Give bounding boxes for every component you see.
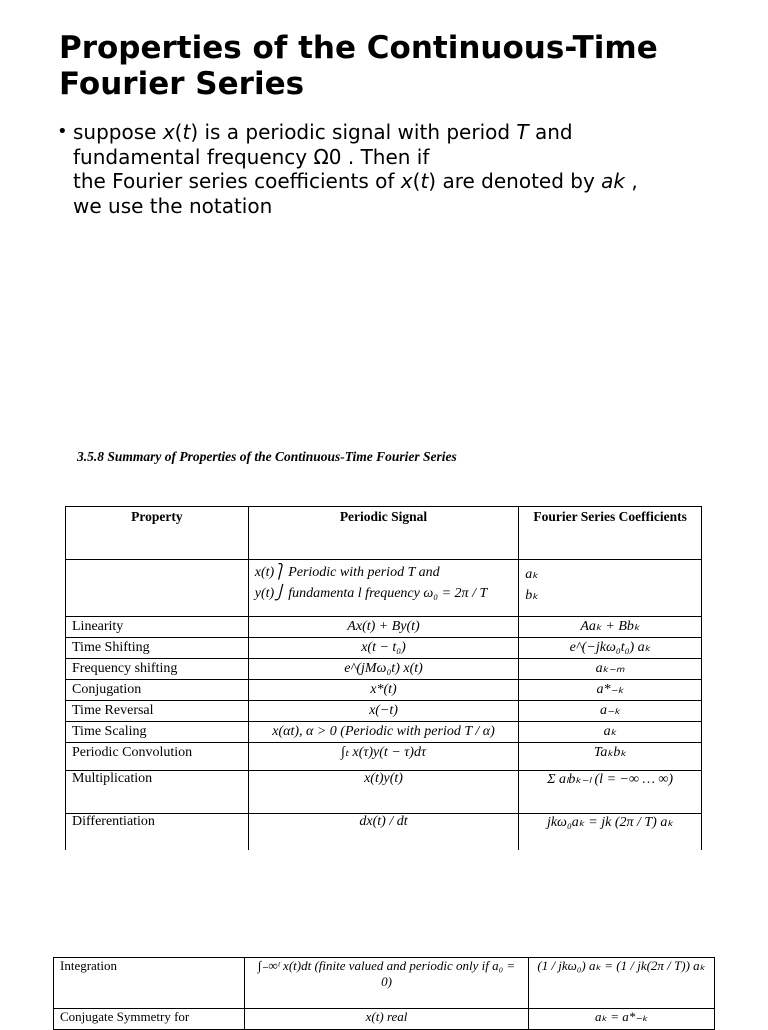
cell-property xyxy=(66,560,249,617)
bullet-icon: • xyxy=(57,121,68,142)
cell-signal: x(t) real xyxy=(245,1009,528,1030)
table-row xyxy=(66,659,702,680)
cell-coef: Σ aₗbₖ₋ₗ (l = −∞ … ∞) xyxy=(519,771,702,814)
header-fourier-coefficients: Fourier Series Coefficients xyxy=(519,507,702,560)
cell-signal: x*(t) xyxy=(248,680,518,701)
cell-property: Conjugation xyxy=(66,680,249,701)
cell-property: Integration xyxy=(54,958,245,1009)
table-row xyxy=(66,638,702,659)
table-row xyxy=(54,958,715,1009)
table-header-row xyxy=(66,507,702,560)
slide-title: Properties of the Continuous-Time Fourier Series xyxy=(59,30,658,102)
cell-signal: x(−t) xyxy=(248,701,518,722)
cell-coef: Aaₖ + Bbₖ xyxy=(519,617,702,638)
cell-coef: aₖ xyxy=(519,722,702,743)
cell-signal: ∫ₜ x(τ)y(t − τ)dτ xyxy=(248,743,518,771)
cell-property: Linearity xyxy=(66,617,249,638)
cell-property: Time Reversal xyxy=(66,701,249,722)
cell-signal: x(t)y(t) xyxy=(248,771,518,814)
bullet-text: suppose x(t) is a periodic signal with period T and fundamental frequency Ω0 . Then if the Fourier series coefficients of x(t) are denoted by ak , we use the notation xyxy=(73,120,638,218)
cell-coef: a₋ₖ xyxy=(519,701,702,722)
header-property: Property xyxy=(66,507,249,560)
cell-property: Periodic Convolution xyxy=(66,743,249,771)
table-row xyxy=(66,814,702,851)
cell-signal: x(t − t₀) xyxy=(248,638,518,659)
cell-signal: x(αt), α > 0 (Periodic with period T / α) xyxy=(248,722,518,743)
table-row xyxy=(66,680,702,701)
cell-signal: dx(t) / dt xyxy=(248,814,518,851)
cell-coef: aₖ₋ₘ xyxy=(519,659,702,680)
bullet-paragraph xyxy=(57,120,747,218)
properties-table-continued xyxy=(53,957,715,1030)
table-row xyxy=(66,617,702,638)
cell-property: Differentiation xyxy=(66,814,249,851)
cell-coef: aₖ = a*₋ₖ xyxy=(528,1009,714,1030)
properties-table xyxy=(65,506,702,850)
table-caption: 3.5.8 Summary of Properties of the Continuous-Time Fourier Series xyxy=(77,449,457,464)
cell-coef: Taₖbₖ xyxy=(519,743,702,771)
table-row xyxy=(54,1009,715,1030)
table-row xyxy=(66,722,702,743)
header-periodic-signal: Periodic Signal xyxy=(248,507,518,560)
cell-property: Multiplication xyxy=(66,771,249,814)
cell-signal: ∫₋∞ᵗ x(t)dt (finite valued and periodic only if a₀ = 0) xyxy=(245,958,528,1009)
cell-property: Time Shifting xyxy=(66,638,249,659)
cell-property: Time Scaling xyxy=(66,722,249,743)
cell-coef: e^(−jkω₀t₀) aₖ xyxy=(519,638,702,659)
cell-property: Conjugate Symmetry for xyxy=(54,1009,245,1030)
cell-coef: (1 / jkω₀) aₖ = (1 / jk(2π / T)) aₖ xyxy=(528,958,714,1009)
cell-signal: e^(jMω₀t) x(t) xyxy=(248,659,518,680)
cell-signal: x(t)⎫ Periodic with period T and y(t)⎭ fundamenta l frequency ω₀ = 2π / T xyxy=(248,560,518,617)
cell-coef: jkω₀aₖ = jk (2π / T) aₖ xyxy=(519,814,702,851)
table-row xyxy=(66,743,702,771)
table-row xyxy=(66,701,702,722)
cell-signal: Ax(t) + By(t) xyxy=(248,617,518,638)
cell-coef: a*₋ₖ xyxy=(519,680,702,701)
table-row xyxy=(66,560,702,617)
cell-property: Frequency shifting xyxy=(66,659,249,680)
cell-coef: aₖ bₖ xyxy=(519,560,702,617)
table-row xyxy=(66,771,702,814)
